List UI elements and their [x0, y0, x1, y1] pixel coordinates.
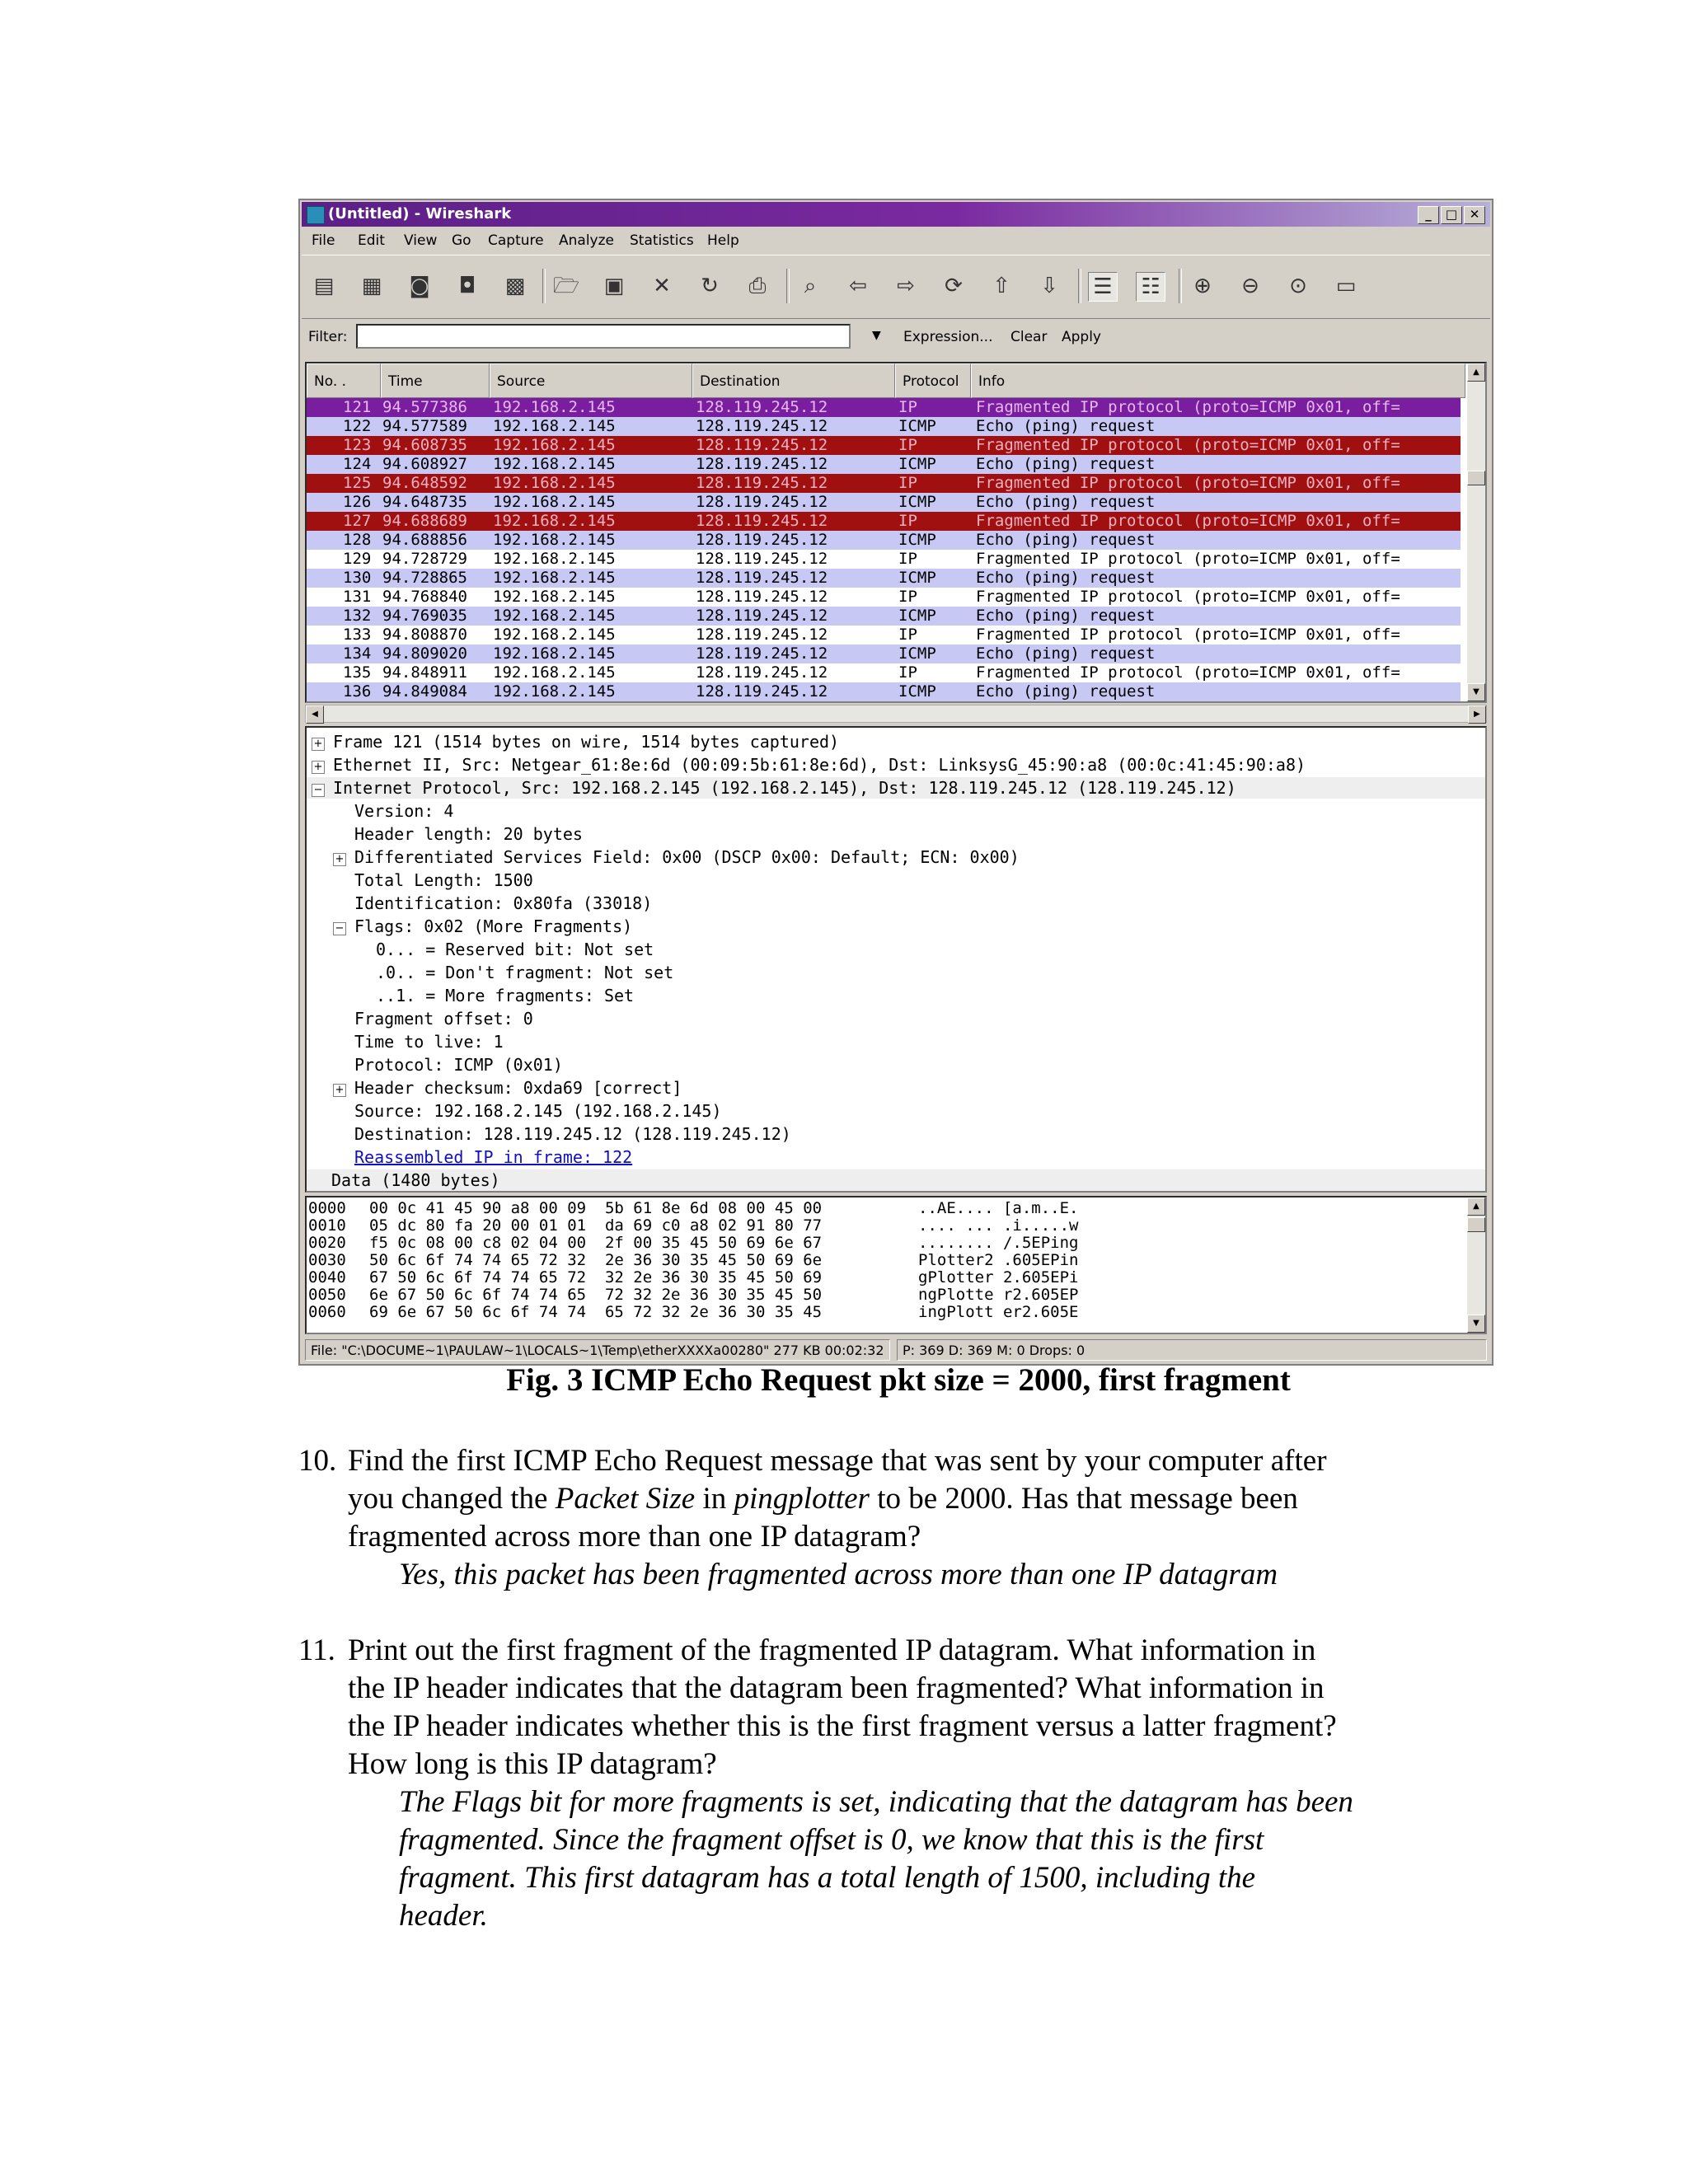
packet-cell-proto: IP [898, 663, 917, 682]
packet-row[interactable] [307, 550, 1461, 569]
resize-columns-icon[interactable]: ▭ [1335, 274, 1357, 298]
hex-off: 0040 [308, 1268, 346, 1286]
menu-bar [302, 228, 1490, 253]
expand-plus-icon[interactable]: + [333, 853, 346, 866]
scroll-up-icon[interactable]: ▲ [1467, 1197, 1485, 1216]
packet-cell-dst: 128.119.245.12 [696, 607, 828, 625]
packet-cell-src: 192.168.2.145 [493, 663, 616, 682]
question-line: the IP header indicates whether this is the first fragment versus a latter fragment? [348, 1709, 1337, 1743]
packet-cell-dst: 128.119.245.12 [696, 550, 828, 568]
hex-bytes: f5 0c 08 00 c8 02 04 00 2f 00 35 45 50 69 6e 67 [369, 1234, 823, 1252]
answer-line: fragmented. Since the fragment offset is 0, we know that this is the first [399, 1823, 1264, 1857]
packet-cell-time: 94.608927 [382, 455, 467, 473]
packet-cell-info: Echo (ping) request [976, 493, 1156, 511]
question-line: fragmented across more than one IP datagram? [348, 1520, 921, 1554]
toolbar-separator [542, 269, 546, 303]
packet-cell-no: 126 [343, 493, 372, 511]
filter-clear-button[interactable]: Clear [1010, 329, 1048, 345]
packet-cell-info: Echo (ping) request [976, 417, 1156, 435]
packet-cell-info: Fragmented IP protocol (proto=ICMP 0x01, off= [976, 512, 1400, 530]
save-file-icon[interactable]: ▣ [603, 274, 625, 298]
tree-item-identification[interactable]: Identification: 0x80fa (33018) [354, 893, 653, 913]
hex-off: 0010 [308, 1216, 346, 1235]
packet-details-tree[interactable] [305, 726, 1487, 1193]
scroll-right-icon[interactable]: ▶ [1468, 705, 1486, 724]
menu-capture[interactable]: Capture [488, 232, 544, 249]
packet-cell-no: 121 [343, 398, 372, 416]
packet-cell-time: 94.688856 [382, 531, 467, 549]
hex-off: 0000 [308, 1199, 346, 1217]
column-header-source[interactable]: Source [490, 363, 692, 398]
packet-cell-time: 94.848911 [382, 663, 467, 682]
column-header-info[interactable]: Info [971, 363, 1465, 398]
packet-cell-time: 94.648592 [382, 474, 467, 492]
hex-bytes: 05 dc 80 fa 20 00 01 01 da 69 c0 a8 02 91 80 77 [369, 1216, 823, 1235]
packet-cell-time: 94.728729 [382, 550, 467, 568]
filter-expression-button[interactable]: Expression... [903, 329, 993, 345]
packet-cell-proto: IP [898, 398, 917, 416]
packet-row[interactable] [307, 417, 1461, 436]
packet-cell-proto: ICMP [898, 493, 936, 511]
status-bar [302, 1338, 1490, 1362]
packet-cell-src: 192.168.2.145 [493, 607, 616, 625]
title-bar [302, 202, 1490, 227]
packet-cell-no: 128 [343, 531, 372, 549]
packet-cell-src: 192.168.2.145 [493, 455, 616, 473]
packet-cell-dst: 128.119.245.12 [696, 531, 828, 549]
packet-cell-info: Fragmented IP protocol (proto=ICMP 0x01, off= [976, 550, 1400, 568]
scroll-down-icon[interactable]: ▼ [1467, 1315, 1485, 1333]
packet-row[interactable] [307, 436, 1461, 455]
go-to-packet-icon[interactable]: ⟳ [945, 274, 963, 298]
packet-cell-no: 135 [343, 663, 372, 682]
start-capture-icon[interactable]: ◙ [409, 274, 430, 298]
packet-cell-time: 94.809020 [382, 644, 467, 663]
hex-ascii: .... ... .i.....w [918, 1216, 1079, 1235]
hex-bytes: 00 0c 41 45 90 a8 00 09 5b 61 8e 6d 08 00 45 00 [369, 1199, 823, 1217]
hex-ascii: Plotter2 .605EPin [918, 1251, 1079, 1269]
packet-cell-src: 192.168.2.145 [493, 398, 616, 416]
packet-cell-proto: IP [898, 550, 917, 568]
packet-cell-no: 134 [343, 644, 372, 663]
question-line: the IP header indicates that the datagram been fragmented? What information in [348, 1671, 1325, 1705]
answer-line: Yes, this packet has been fragmented across more than one IP datagram [399, 1558, 1278, 1591]
tree-item-protocol[interactable]: Protocol: ICMP (0x01) [354, 1055, 563, 1075]
question-line: Find the first ICMP Echo Request message that was sent by your computer after [348, 1444, 1327, 1478]
hex-bytes: 6e 67 50 6c 6f 74 74 65 72 32 2e 36 30 35 45 50 [369, 1286, 823, 1304]
packet-cell-no: 123 [343, 436, 372, 454]
packet-row[interactable] [307, 607, 1461, 626]
packet-cell-info: Echo (ping) request [976, 682, 1156, 701]
hex-off: 0060 [308, 1303, 346, 1321]
column-header-protocol[interactable]: Protocol [895, 363, 971, 398]
packet-cell-proto: ICMP [898, 455, 936, 473]
packet-list-vertical-scrollbar[interactable] [1467, 363, 1485, 701]
collapse-minus-icon[interactable]: − [333, 922, 346, 935]
packet-cell-no: 122 [343, 417, 372, 435]
filter-toolbar [302, 321, 1490, 354]
packet-row[interactable] [307, 455, 1461, 474]
packet-row[interactable] [307, 588, 1461, 607]
column-header-destination[interactable]: Destination [692, 363, 895, 398]
tree-item-version[interactable]: Version: 4 [354, 801, 454, 821]
packet-list-header [307, 363, 1461, 398]
maximize-button[interactable]: □ [1441, 206, 1462, 224]
interfaces-icon[interactable]: ▤ [313, 274, 335, 298]
hex-off: 0020 [308, 1234, 346, 1252]
scroll-down-icon[interactable]: ▼ [1467, 683, 1485, 701]
tree-item-ethernet[interactable]: + Ethernet II, Src: Netgear_61:8e:6d (00:09:5b:61:8e:6d), Dst: LinksysG_45:90:a8 (00:0c:41:45:90:a8) [312, 754, 1306, 776]
packet-cell-info: Fragmented IP protocol (proto=ICMP 0x01, off= [976, 626, 1400, 644]
tree-item-header-checksum[interactable]: + Header checksum: 0xda69 [correct] [333, 1077, 682, 1099]
packet-cell-dst: 128.119.245.12 [696, 417, 828, 435]
column-header-time[interactable]: Time [381, 363, 490, 398]
packet-cell-src: 192.168.2.145 [493, 436, 616, 454]
toolbar-separator [1078, 269, 1081, 303]
packet-cell-dst: 128.119.245.12 [696, 663, 828, 682]
filter-apply-button[interactable]: Apply [1062, 329, 1101, 345]
packet-cell-dst: 128.119.245.12 [696, 493, 828, 511]
menu-analyze[interactable]: Analyze [559, 232, 614, 249]
hex-off: 0050 [308, 1286, 346, 1304]
status-packet-counts: P: 369 D: 369 M: 0 Drops: 0 [897, 1339, 1487, 1361]
tree-item-reserved-bit[interactable]: 0... = Reserved bit: Not set [376, 940, 654, 959]
open-file-icon[interactable]: 🗁 [552, 274, 580, 298]
figure-caption: Fig. 3 ICMP Echo Request pkt size = 2000, first fragment [506, 1362, 1291, 1398]
go-forward-icon[interactable]: ⇨ [897, 274, 915, 298]
question-line: Print out the first fragment of the fragmented IP datagram. What information in [348, 1633, 1316, 1667]
packet-cell-info: Fragmented IP protocol (proto=ICMP 0x01, off= [976, 474, 1400, 492]
packet-cell-no: 130 [343, 569, 372, 587]
tree-item-total-length[interactable]: Total Length: 1500 [354, 870, 533, 890]
packet-cell-info: Echo (ping) request [976, 607, 1156, 625]
packet-cell-no: 127 [343, 512, 372, 530]
packet-row[interactable] [307, 398, 1461, 417]
packet-cell-src: 192.168.2.145 [493, 531, 616, 549]
hex-ascii: gPlotter 2.605EPi [918, 1268, 1079, 1286]
scroll-left-icon[interactable]: ◀ [306, 705, 324, 724]
tree-item-internet-protocol[interactable]: − Internet Protocol, Src: 192.168.2.145 (192.168.2.145), Dst: 128.119.245.12 (128.119.245.12) [307, 777, 1485, 799]
packet-row[interactable] [307, 474, 1461, 493]
zoom-normal-icon[interactable]: ⊙ [1289, 274, 1307, 298]
packet-cell-dst: 128.119.245.12 [696, 455, 828, 473]
packet-row[interactable] [307, 531, 1461, 550]
hex-ascii: ..AE.... [a.m..E. [918, 1199, 1079, 1217]
packet-row[interactable] [307, 644, 1461, 663]
question-number: 11. [298, 1633, 335, 1667]
column-header-no[interactable]: No. . [307, 363, 381, 398]
scroll-thumb[interactable] [1467, 471, 1485, 485]
menu-help[interactable]: Help [707, 232, 739, 249]
reload-icon[interactable]: ↻ [701, 274, 719, 298]
close-file-icon[interactable]: ✕ [653, 274, 671, 298]
packet-row[interactable] [307, 663, 1461, 682]
tree-item-flags[interactable]: − Flags: 0x02 (More Fragments) [333, 916, 632, 937]
expand-plus-icon[interactable]: + [312, 738, 325, 751]
answer-line: The Flags bit for more fragments is set, indicating that the datagram has been [399, 1785, 1353, 1819]
packet-cell-info: Fragmented IP protocol (proto=ICMP 0x01, off= [976, 663, 1400, 682]
menu-statistics[interactable]: Statistics [630, 232, 694, 249]
close-button[interactable]: ✕ [1464, 206, 1485, 224]
packet-row[interactable] [307, 512, 1461, 531]
packet-cell-info: Echo (ping) request [976, 644, 1156, 663]
tree-item-more-fragments[interactable]: ..1. = More fragments: Set [376, 986, 635, 1005]
hex-ascii: ........ /.5EPing [918, 1234, 1079, 1252]
packet-cell-no: 125 [343, 474, 372, 492]
filter-input[interactable] [356, 324, 851, 349]
packet-cell-dst: 128.119.245.12 [696, 588, 828, 606]
tree-item-dont-fragment[interactable]: .0.. = Don't fragment: Not set [376, 963, 674, 982]
auto-scroll-icon[interactable]: ☷ [1136, 272, 1165, 302]
scroll-up-icon[interactable]: ▲ [1467, 363, 1485, 382]
minimize-button[interactable]: _ [1418, 206, 1439, 224]
packet-cell-time: 94.577589 [382, 417, 467, 435]
question-line: How long is this IP datagram? [348, 1747, 717, 1781]
colorize-icon[interactable]: ☰ [1088, 272, 1118, 302]
packet-cell-src: 192.168.2.145 [493, 512, 616, 530]
tree-item-ttl[interactable]: Time to live: 1 [354, 1032, 504, 1052]
packet-cell-src: 192.168.2.145 [493, 493, 616, 511]
hex-ascii: ingPlott er2.605E [918, 1303, 1079, 1321]
stop-capture-icon[interactable]: ◘ [458, 274, 476, 298]
packet-cell-time: 94.688689 [382, 512, 467, 530]
filter-dropdown-icon[interactable]: ▼ [872, 329, 881, 342]
toolbar-separator [786, 269, 790, 303]
packet-cell-src: 192.168.2.145 [493, 550, 616, 568]
tree-item-header-length[interactable]: Header length: 20 bytes [354, 824, 583, 844]
packet-cell-dst: 128.119.245.12 [696, 398, 828, 416]
packet-cell-info: Fragmented IP protocol (proto=ICMP 0x01, off= [976, 398, 1400, 416]
packet-cell-info: Echo (ping) request [976, 455, 1156, 473]
last-packet-icon[interactable]: ⇩ [1040, 274, 1058, 298]
packet-cell-proto: ICMP [898, 531, 936, 549]
packet-cell-proto: ICMP [898, 682, 936, 701]
packet-cell-no: 129 [343, 550, 372, 568]
hex-ascii: ngPlotte r2.605EP [918, 1286, 1079, 1304]
first-packet-icon[interactable]: ⇧ [992, 274, 1010, 298]
packet-cell-proto: IP [898, 474, 917, 492]
wireshark-app-icon [307, 206, 325, 224]
packet-cell-proto: IP [898, 512, 917, 530]
packet-cell-dst: 128.119.245.12 [696, 512, 828, 530]
print-icon[interactable]: ⎙ [748, 274, 767, 298]
packet-cell-info: Fragmented IP protocol (proto=ICMP 0x01, off= [976, 436, 1400, 454]
menu-go[interactable]: Go [452, 232, 471, 249]
bytes-vertical-scrollbar[interactable] [1467, 1197, 1485, 1333]
zoom-out-icon[interactable]: ⊖ [1241, 274, 1259, 298]
menu-view[interactable]: View [404, 232, 438, 249]
packet-cell-dst: 128.119.245.12 [696, 682, 828, 701]
packet-cell-src: 192.168.2.145 [493, 588, 616, 606]
scroll-thumb[interactable] [1467, 1217, 1485, 1232]
packet-bytes-pane[interactable] [305, 1196, 1487, 1334]
find-packet-icon[interactable]: ⌕ [804, 274, 817, 298]
packet-cell-dst: 128.119.245.12 [696, 626, 828, 644]
packet-cell-time: 94.768840 [382, 588, 467, 606]
collapse-minus-icon[interactable]: − [312, 784, 325, 797]
restart-capture-icon[interactable]: ▩ [504, 274, 526, 298]
packet-cell-info: Echo (ping) request [976, 569, 1156, 587]
menu-file[interactable]: File [312, 232, 335, 249]
go-back-icon[interactable]: ⇦ [849, 274, 867, 298]
packet-cell-proto: ICMP [898, 644, 936, 663]
reassembled-frame-link[interactable]: Reassembled IP in frame: 122 [354, 1147, 633, 1167]
tree-item-destination[interactable]: Destination: 128.119.245.12 (128.119.245.12) [354, 1124, 791, 1144]
packet-cell-info: Fragmented IP protocol (proto=ICMP 0x01, off= [976, 588, 1400, 606]
main-toolbar [302, 255, 1490, 319]
packet-cell-src: 192.168.2.145 [493, 626, 616, 644]
hex-bytes: 69 6e 67 50 6c 6f 74 74 65 72 32 2e 36 30 35 45 [369, 1303, 823, 1321]
packet-cell-no: 124 [343, 455, 372, 473]
menu-edit[interactable]: Edit [358, 232, 385, 249]
packet-cell-dst: 128.119.245.12 [696, 436, 828, 454]
packet-cell-src: 192.168.2.145 [493, 417, 616, 435]
packet-row[interactable] [307, 569, 1461, 588]
packet-cell-no: 131 [343, 588, 372, 606]
hex-bytes: 67 50 6c 6f 74 74 65 72 32 2e 36 30 35 45 50 69 [369, 1268, 823, 1286]
packet-cell-time: 94.849084 [382, 682, 467, 701]
packet-list[interactable] [305, 362, 1487, 703]
packet-cell-no: 133 [343, 626, 372, 644]
packet-cell-proto: IP [898, 626, 917, 644]
hex-bytes: 50 6c 6f 74 74 65 72 32 2e 36 30 35 45 50 69 6e [369, 1251, 823, 1269]
packet-row[interactable] [307, 626, 1461, 644]
packet-cell-proto: ICMP [898, 417, 936, 435]
tree-item-source[interactable]: Source: 192.168.2.145 (192.168.2.145) [354, 1101, 722, 1121]
filter-label: Filter: [308, 329, 348, 345]
question-number: 10. [298, 1444, 337, 1478]
packet-cell-src: 192.168.2.145 [493, 474, 616, 492]
packet-list-horizontal-scrollbar[interactable] [305, 705, 1487, 723]
capture-options-icon[interactable]: ▦ [361, 274, 382, 298]
answer-line: fragment. This first datagram has a total length of 1500, including the [399, 1861, 1256, 1895]
expand-plus-icon[interactable]: + [333, 1084, 346, 1097]
hex-off: 0030 [308, 1251, 346, 1269]
tree-item-dsf[interactable]: + Differentiated Services Field: 0x00 (DSCP 0x00: Default; ECN: 0x00) [333, 846, 1020, 868]
packet-cell-time: 94.808870 [382, 626, 467, 644]
toolbar-separator [1179, 269, 1182, 303]
answer-line: header. [399, 1899, 488, 1933]
tree-item-fragment-offset[interactable]: Fragment offset: 0 [354, 1009, 533, 1029]
packet-cell-src: 192.168.2.145 [493, 569, 616, 587]
packet-cell-no: 132 [343, 607, 372, 625]
packet-cell-time: 94.728865 [382, 569, 467, 587]
tree-item-data[interactable]: Data (1480 bytes) [307, 1169, 1485, 1191]
window-title: (Untitled) - Wireshark [328, 205, 512, 223]
tree-item-frame[interactable]: + Frame 121 (1514 bytes on wire, 1514 bytes captured) [312, 731, 839, 752]
packet-cell-dst: 128.119.245.12 [696, 644, 828, 663]
packet-cell-time: 94.648735 [382, 493, 467, 511]
packet-cell-info: Echo (ping) request [976, 531, 1156, 549]
packet-cell-no: 136 [343, 682, 372, 701]
packet-row[interactable] [307, 682, 1461, 701]
packet-cell-proto: ICMP [898, 569, 936, 587]
expand-plus-icon[interactable]: + [312, 761, 325, 774]
packet-cell-dst: 128.119.245.12 [696, 569, 828, 587]
packet-cell-src: 192.168.2.145 [493, 644, 616, 663]
zoom-in-icon[interactable]: ⊕ [1193, 274, 1212, 298]
packet-cell-time: 94.608735 [382, 436, 467, 454]
status-file-info: File: "C:\DOCUME~1\PAULAW~1\LOCALS~1\Temp\etherXXXXa00280" 277 KB 00:02:32 [305, 1339, 890, 1361]
packet-cell-proto: IP [898, 588, 917, 606]
question-line: you changed the Packet Size in pingplotter to be 2000. Has that message been [348, 1482, 1298, 1516]
packet-cell-dst: 128.119.245.12 [696, 474, 828, 492]
packet-cell-src: 192.168.2.145 [493, 682, 616, 701]
packet-cell-time: 94.769035 [382, 607, 467, 625]
packet-cell-proto: IP [898, 436, 917, 454]
packet-cell-time: 94.577386 [382, 398, 467, 416]
packet-row[interactable] [307, 493, 1461, 512]
wireshark-window [298, 199, 1493, 1366]
packet-cell-proto: ICMP [898, 607, 936, 625]
